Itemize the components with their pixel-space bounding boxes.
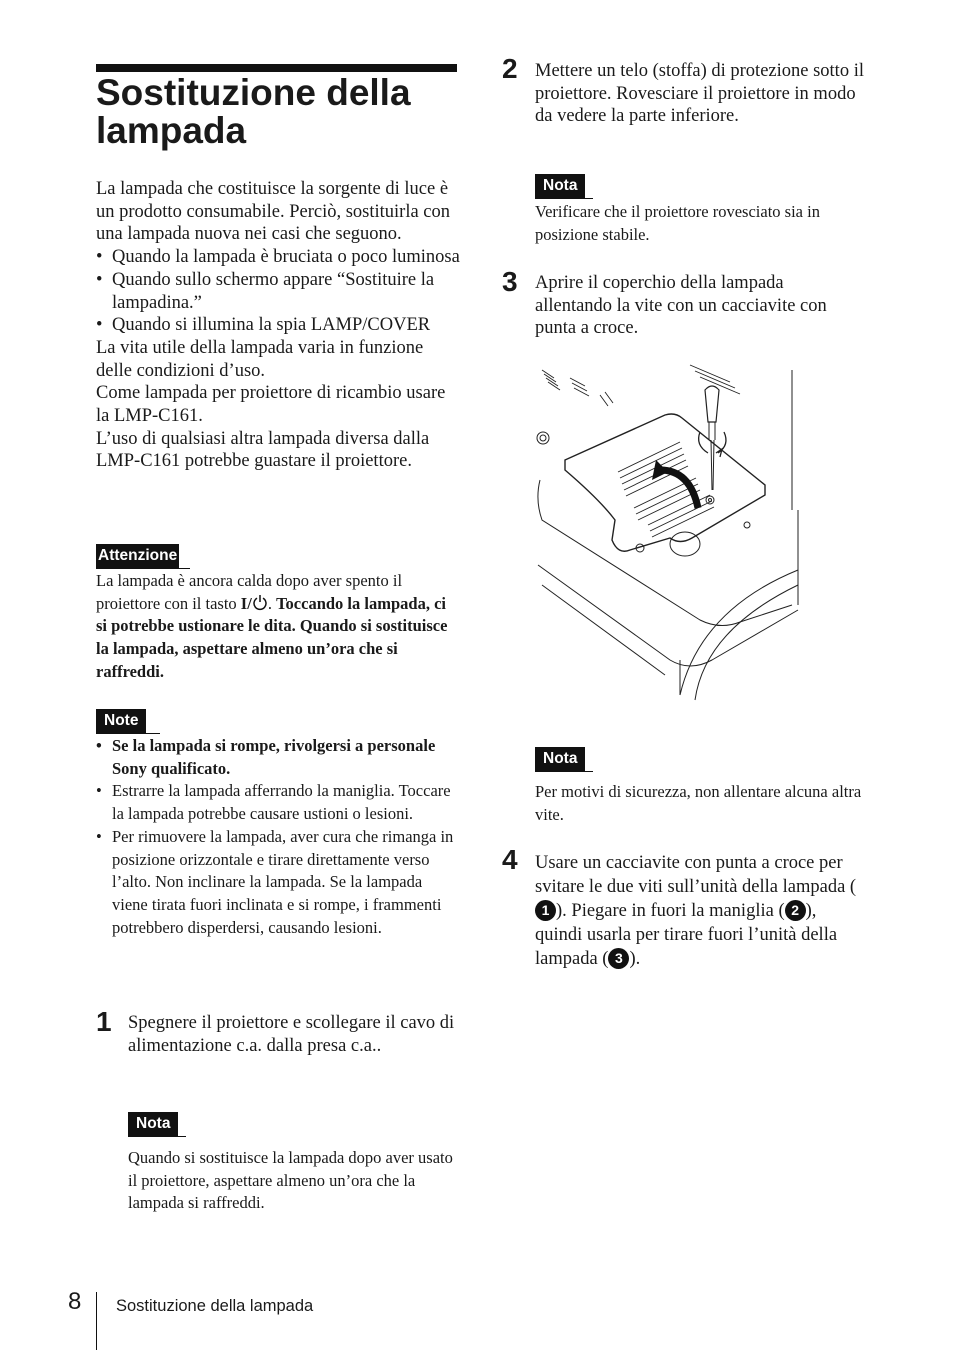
step-3-note-text: Per motivi di sicurezza, non allentare alcuna altra vite. bbox=[535, 782, 862, 824]
intro-paragraph: La lampada che costituisce la sorgente di luce è un prodotto consumabile. Perciò, sostituirla con una lampada nuova nei casi che seguono. bbox=[96, 179, 451, 245]
title-rule bbox=[96, 64, 457, 72]
step-1-note-text: Quando si sostituisce la lampada dopo aver usato il proiettore, aspettare almeno un’ora che la lampada si raffreddi. bbox=[128, 1148, 453, 1213]
step-3-note-label-box bbox=[535, 747, 593, 772]
notes-list bbox=[96, 735, 461, 939]
list-item: • Quando la lampada è bruciata o poco luminosa bbox=[96, 246, 461, 269]
step-2-text: Mettere un telo (stoffa) di protezione sotto il proiettore. Rovesciare il proiettore in modo da vedere la parte inferiore. bbox=[535, 61, 864, 127]
attention-label: Attenzione bbox=[96, 544, 179, 568]
intro-bullet-list bbox=[96, 246, 461, 337]
power-key-label: I/ bbox=[240, 593, 252, 613]
step-1-note-label-box bbox=[128, 1112, 186, 1137]
notes-label: Note bbox=[96, 709, 146, 733]
attention-label-box bbox=[96, 544, 190, 569]
lamp-life-text: La vita utile della lampada varia in funzione delle condizioni d’uso. bbox=[96, 337, 424, 381]
step-4-text-part: ), quindi usarla per tirare fuori l’unità della lampada ( bbox=[535, 901, 838, 969]
attention-text-part: La lampada è ancora calda dopo aver spento il proiettore con il tasto bbox=[96, 571, 403, 613]
power-icon bbox=[252, 594, 268, 611]
list-item: • Per rimuovere la lampada, aver cura che rimanga in posizione orizzontale e tirare direttamente verso l’alto. Non inclinare la lampada. Se la lampada viene tirata fuori inclinata e si rompe, i frammenti potrebbero disperdersi, causando lesioni. bbox=[96, 826, 461, 940]
callout-1-icon: 1 bbox=[535, 900, 556, 921]
step-1-text: Spegnere il proiettore e scollegare il cavo di alimentazione c.a. dalla presa c.a.. bbox=[128, 1013, 455, 1056]
callout-3-icon: 3 bbox=[608, 948, 629, 969]
step-4-text-part: Usare un cacciavite con punta a croce per svitare le due viti sull’unità della lampada ( bbox=[535, 853, 857, 897]
step-4-number: 4 bbox=[502, 844, 518, 875]
step-4-text-part: ). Piegare in fuori la maniglia ( bbox=[556, 901, 785, 921]
step-2-note-text: Verificare che il proiettore rovesciato sia in posizione stabile. bbox=[535, 202, 820, 244]
step-3-note-label: Nota bbox=[535, 747, 585, 771]
step-2-note-label: Nota bbox=[535, 174, 585, 198]
attention-text bbox=[96, 570, 461, 684]
step-2-number: 2 bbox=[502, 53, 518, 84]
replacement-lamp-text: Come lampada per proiettore di ricambio usare la LMP-C161. bbox=[96, 383, 446, 427]
step-4-text-part: ). bbox=[629, 949, 641, 969]
footer-section-title: Sostituzione della lampada bbox=[116, 1297, 314, 1315]
step-1-number: 1 bbox=[96, 1006, 112, 1037]
step-1-note-label: Nota bbox=[128, 1112, 178, 1136]
attention-text-part: . bbox=[267, 593, 277, 613]
callout-2-icon: 2 bbox=[785, 900, 806, 921]
list-item: • Estrarre la lampada afferrando la maniglia. Toccare la lampada potrebbe causare ustioni o lesioni. bbox=[96, 780, 461, 825]
page-number: 8 bbox=[68, 1288, 82, 1315]
list-item: • Quando sullo schermo appare “Sostituire la lampadina.” bbox=[96, 269, 461, 314]
list-item: • Quando si illumina la spia LAMP/COVER bbox=[96, 314, 461, 337]
other-lamp-warning-text: L’uso di qualsiasi altra lampada diversa dalla LMP-C161 potrebbe guastare il proiettore. bbox=[96, 428, 430, 472]
step-4-text bbox=[535, 851, 865, 971]
notes-label-box bbox=[96, 709, 160, 734]
step-2-note-label-box bbox=[535, 174, 593, 199]
page-title: Sostituzione della lampada bbox=[96, 72, 411, 151]
list-item: • Se la lampada si rompe, rivolgersi a personale Sony qualificato. bbox=[96, 735, 461, 780]
step-3-number: 3 bbox=[502, 266, 518, 297]
step-3-text: Aprire il coperchio della lampada allentando la vite con un cacciavite con punta a croce. bbox=[535, 273, 827, 339]
lamp-cover-illustration bbox=[530, 360, 805, 705]
footer-divider bbox=[96, 1292, 97, 1350]
intro-section bbox=[96, 178, 461, 473]
attention-bold-text: Toccando la lampada, ci si potrebbe ustionare le dita. Quando si sostituisce la lampada, aspettare almeno un’ora che si raffreddi. bbox=[96, 593, 448, 681]
